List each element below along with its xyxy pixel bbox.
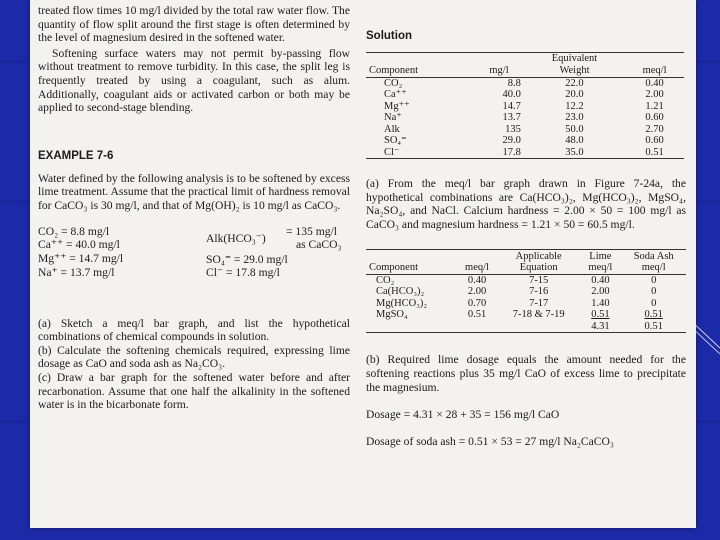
t1-cell: CO₂ (366, 77, 474, 89)
t1-cell: Ca⁺⁺ (384, 89, 407, 100)
t1-cell: 40.0 (502, 89, 521, 100)
t2-cell: 2.00 (591, 286, 610, 298)
analysis-so4: SO₄⁼ = 29.0 mg/l (206, 252, 288, 266)
t2-cell: 1.40 (591, 297, 610, 309)
t1-cell: Alk (384, 123, 400, 135)
t1-header-eqwt (524, 53, 625, 78)
t2-cell: 0.40 (456, 274, 498, 286)
t1-cell: 0.51 (625, 147, 684, 159)
analysis-cl: Cl⁻ = 17.8 mg/l (206, 266, 280, 280)
t2-cell: 7-17 (529, 297, 549, 309)
t2-cell: 0 (651, 297, 657, 309)
solution-part-a: (a) From the meq/l bar graph drawn in Figure 7-24a, the hypothetical combinations are Ca(HCO₃)₂, Mg(HCO₃)₂, MgSO₄, Na₂SO₄, and NaCl. Calcium hardness = 2.00 × 50 = 100 mg/l as CaCO₃ and magnesium hardness = 1.21 × 50 = 60.5 mg/l. (366, 177, 686, 231)
analysis-alk-label: Alk(HCO₃⁻) (206, 231, 266, 245)
t2-header-lime-unit: meq/l (588, 262, 613, 274)
table-row (366, 309, 686, 321)
soda-ash-dosage-equation: Dosage of soda ash = 0.51 × 53 = 27 mg/l Na₂CaCO₃ (366, 435, 614, 449)
t2-header-soda-unit: meq/l (641, 262, 666, 274)
t1-cell: 29.0 (502, 135, 521, 146)
t1-cell: 35.0 (524, 147, 625, 159)
left-column (38, 0, 350, 412)
t2-cell: 0.70 (467, 297, 487, 309)
t2-cell: 7-16 (529, 286, 549, 298)
example-title: EXAMPLE 7-6 (38, 149, 114, 162)
t1-cell: 12.2 (565, 100, 584, 112)
t2-header-soda-label: Soda Ash (633, 250, 674, 262)
table-row (366, 112, 684, 124)
t2-cell: 0 (621, 274, 686, 286)
analysis-na: Na⁺ = 13.7 mg/l (38, 265, 115, 279)
table-row (366, 286, 686, 298)
t1-cell: 2.70 (645, 123, 664, 135)
t2-cell: Mg(HCO₃)₂ (376, 297, 428, 309)
t1-cell: Mg⁺⁺ (384, 100, 410, 112)
table-row (366, 77, 684, 89)
t1-cell: 0.60 (645, 135, 664, 146)
t2-cell: 0.51 (644, 309, 663, 321)
t2-total-lime: 4.31 (579, 321, 621, 333)
t2-cell: CO₂ (366, 274, 456, 286)
t2-cell: 0.51 (467, 309, 487, 321)
t2-header-equation: Equation (519, 262, 558, 274)
table-row (366, 124, 684, 136)
t2-cell-empty (498, 321, 579, 333)
t1-cell: Cl⁻ (366, 147, 474, 159)
t2-total-soda: 0.51 (621, 321, 686, 333)
intro-paragraph: treated flow times 10 mg/l divided by the total raw water flow. The quantity of flow split around the first stage is often determined by the level of magnesium desired in the softened water. (38, 4, 350, 45)
t2-cell-empty (366, 321, 456, 333)
table-row (366, 101, 684, 113)
table-row (366, 274, 686, 286)
t2-header-soda (621, 250, 686, 275)
example-text: Water defined by the following analysis is to be softened by excess lime treatment. Assume that the practical limit of hardness removal for CaCO₃ is 30 mg/l, and that of Mg(OH)₂ is 10 mg/l as CaCO₃. (38, 171, 350, 212)
softening-paragraph: Softening surface waters may not permit by-passing flow without treatment to remove turbidity. In this case, the split leg is frequently treated by using a coagulant, such as alum. Additionally, coagulant aids or activated carbon or both may be applied to second-stage blending. (38, 46, 350, 115)
t1-header-mgl: mg/l (474, 53, 524, 78)
t2-header-component: Component (366, 250, 456, 275)
t2-cell: 0 (651, 286, 657, 298)
t2-cell: 7-18 & 7-19 (512, 309, 565, 321)
t2-cell: 2.00 (467, 286, 487, 298)
t1-cell: SO₄⁼ (384, 135, 407, 146)
t1-cell: 20.0 (565, 89, 584, 100)
t2-cell-empty (456, 321, 498, 333)
t2-cell: MgSO₄ (376, 309, 408, 321)
t1-header-component: Component (366, 53, 474, 78)
t2-cell: Ca(HCO₃)₂ (376, 286, 425, 298)
analysis-alk-value: = 135 mg/l (286, 224, 337, 238)
softening-chemicals-table (366, 249, 686, 333)
t2-header-lime (579, 250, 621, 275)
t1-cell: 50.0 (565, 123, 584, 135)
t1-cell: 14.7 (502, 100, 521, 112)
t2-header-lime-label: Lime (589, 250, 612, 262)
t1-cell: 0.40 (625, 77, 684, 89)
t1-cell: 48.0 (565, 135, 584, 146)
t1-cell: 23.0 (565, 112, 584, 123)
t1-cell: 1.21 (645, 100, 664, 112)
analysis-co2: CO₂ = 8.8 mg/l (38, 224, 110, 238)
task-c: (c) Draw a bar graph for the softened water before and after recarbonation. Assume that one half the alkalinity in the softened water is in the bicarbonate form. (38, 370, 350, 412)
t1-cell: 13.7 (502, 112, 521, 123)
task-b: (b) Calculate the softening chemicals required, expressing lime dosage as CaO and soda ash as Na₂CO₃. (38, 343, 350, 371)
t1-header-weight: Weight (559, 64, 590, 76)
t1-cell: Na⁺ (384, 112, 402, 123)
table-row (366, 135, 684, 147)
table-row (366, 89, 684, 101)
water-analysis (38, 225, 350, 291)
lime-dosage-equation: Dosage = 4.31 × 28 + 35 = 156 mg/l CaO (366, 408, 560, 422)
right-column (366, 0, 686, 448)
t2-cell: 7-15 (498, 274, 579, 286)
table-row-totals (366, 321, 686, 333)
t1-cell: 17.8 (474, 147, 524, 159)
t1-cell: 0.60 (645, 112, 664, 123)
t1-cell: 8.8 (474, 77, 524, 89)
solution-title: Solution (366, 30, 412, 42)
t1-header-meql: meq/l (625, 53, 684, 78)
table-row (366, 298, 686, 310)
solution-part-b: (b) Required lime dosage equals the amount needed for the softening reactions plus 35 mg/l CaO of excess lime to precipitate the magnesium. (366, 353, 686, 394)
t1-cell: 2.00 (645, 89, 664, 100)
t2-cell: 0.51 (591, 309, 610, 321)
t2-header-applicable-equation (498, 250, 579, 275)
t2-header-applicable: Applicable (515, 250, 562, 262)
analysis-ca: Ca⁺⁺ = 40.0 mg/l (38, 238, 120, 252)
table-row (366, 147, 684, 159)
task-a: (a) Sketch a meq/l bar graph, and list the hypothetical combinations of chemical compounds in solution. (38, 316, 350, 344)
t1-header-equivalent: Equivalent (551, 53, 598, 65)
analysis-mg: Mg⁺⁺ = 14.7 mg/l (38, 252, 124, 266)
equivalent-weight-table (366, 52, 684, 159)
t1-cell: 22.0 (524, 77, 625, 89)
t1-cell: 135 (505, 123, 521, 135)
scanned-page (30, 0, 696, 528)
analysis-alk-unit: as CaCO₃ (296, 237, 342, 251)
t2-header-meql: meq/l (456, 250, 498, 275)
t2-cell: 0.40 (579, 274, 621, 286)
